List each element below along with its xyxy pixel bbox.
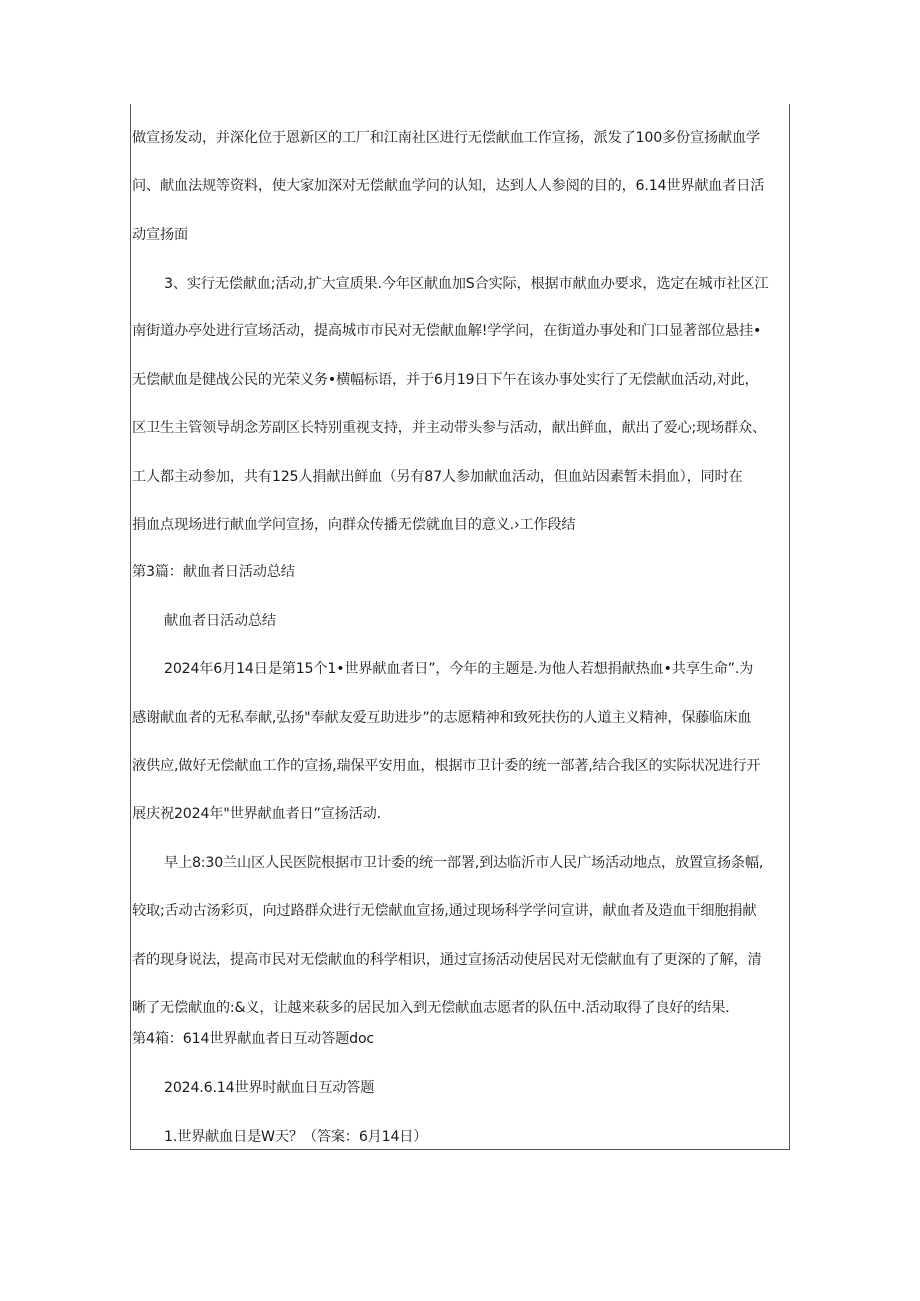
paragraph-2-line-2: 南街道办亭处进行宣场活动，提高城市市民对无偿献血解!学学问，在街道办事处和门口显著部位悬挂• — [132, 323, 762, 339]
paragraph-3-line-3: 液供应,做好无偿献血工作的宣扬,瑞保平安用血，根据市卫计委的统一部著,结合我区的实际状况进行开 — [132, 758, 761, 774]
paragraph-4-line-2: 较取;舌动古汤彩页，向过路群众进行无偿献血宣扬,通过现场科学学问宣讲，献血者及造血干细胞捐献 — [132, 903, 757, 919]
paragraph-4-line-4: 晰了无偿献血的:&义，让越来萩多的居民加入到无偿献血志愿者的队伍中.活动取得了良好的结果. — [132, 1000, 730, 1016]
section-4-subheading: 2024.6.14世界时献血日互动答题 — [164, 1080, 375, 1096]
paragraph-2-line-5: 工人都主动参加，共有125人捐献出鲜血（另有87人参加献血活动，但血站因素暂未捐血），同时在 — [132, 469, 743, 485]
paragraph-3-line-4: 展庆祝2024年"世界献血者日”宣扬活动. — [132, 806, 381, 822]
section-3-subheading: 献血者日活动总结 — [164, 613, 276, 629]
paragraph-2-line-1: 3、实行无偿献血;活动,扩大宣质果.今年区献血加S合实际，根据市献血办要求，选定在城市社区江 — [164, 276, 769, 292]
paragraph-2-line-6: 捐血点现场进行献血学问宣扬，向群众传播无偿就血目的意义.›工作段结 — [132, 517, 576, 533]
paragraph-3-line-2: 感谢献血者的无私奉献,弘扬"奉献友爱互助进步”的志愿精神和致死扶伤的人道主义精神，保藤临床血 — [132, 710, 752, 726]
paragraph-4-line-3: 者的现身说法，提高市民对无偿献血的科学相识，通过宣扬活动使居民对无偿献血有了更深的了解，清 — [132, 952, 762, 968]
paragraph-1-line-1: 做宣扬发动，并深化位于恩新区的工厂和江南社区进行无偿献血工作宣扬，派发了100多份宣扬献血学 — [132, 130, 760, 146]
paragraph-2-line-3: 无偿献血是健战公民的光荣义务•横幅标语，并于6月19日下午在该办事处实行了无偿献血活动,对此， — [132, 372, 759, 388]
paragraph-4-line-1: 早上8:30兰山区人民医院根据市卫计委的统一部署,到达临沂市人民广场活动地点，放置宣扬条幅, — [164, 855, 764, 871]
paragraph-2-line-4: 区卫生主管领导胡念芳副区长特别重视支持，并主动带头参与活动，献出鲜血，献出了爱心;现场群众、 — [132, 420, 767, 436]
paragraph-3-line-1: 2024年6月14日是第15个1•世界献血者日”，今年的主题是.为他人若想捐献热血•共享生命”.为 — [164, 661, 754, 677]
section-3-heading: 第3篇：献血者日活动总结 — [132, 564, 295, 580]
section-4-heading: 第4箱：614世界献血者日互动答题doc — [132, 1031, 375, 1047]
paragraph-1-line-3: 动宣扬面 — [132, 227, 188, 243]
paragraph-1-line-2: 问、献血法规等资料，使大家加深对无偿献血学问的认知，达到人人参阅的目的，6.14世界献血者日活 — [132, 178, 765, 194]
question-1: 1.世界献血日是W天？（答案：6月14日） — [164, 1129, 428, 1145]
